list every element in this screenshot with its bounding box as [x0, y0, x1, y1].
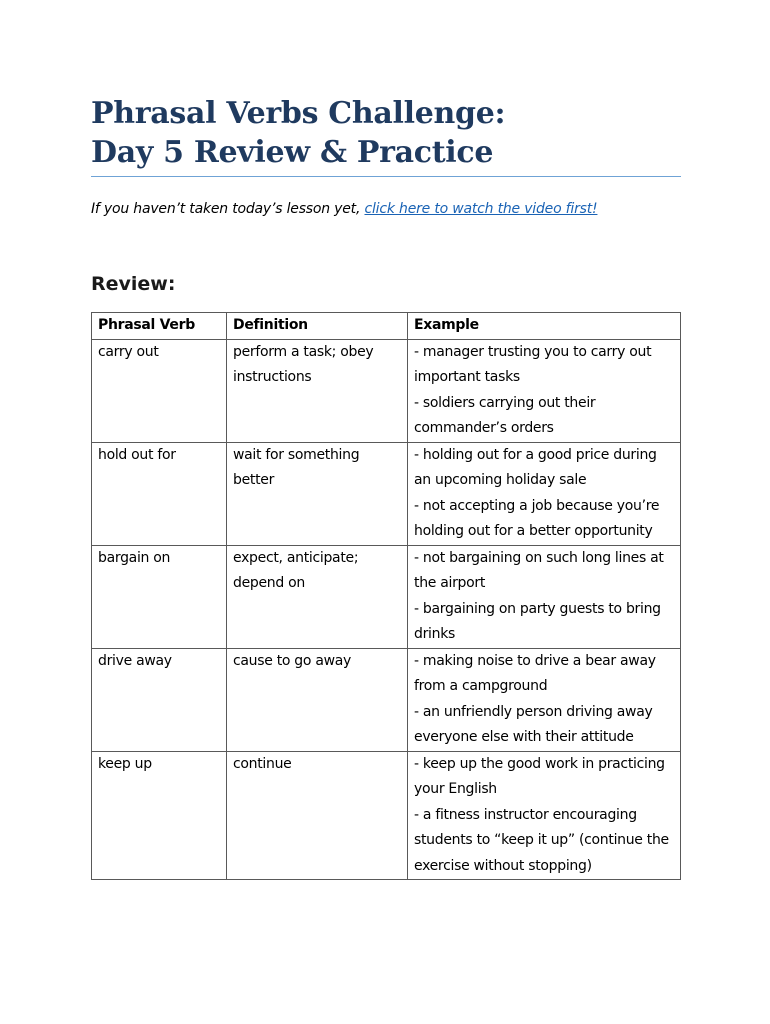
example-line: - not bargaining on such long lines at the airport	[414, 549, 664, 591]
title-line-1: Phrasal Verbs Challenge:	[91, 96, 506, 131]
phrasal-verb-cell: hold out for	[92, 442, 227, 545]
title-line-2: Day 5 Review & Practice	[91, 135, 494, 170]
title-divider	[91, 176, 681, 177]
table-row	[92, 442, 681, 545]
intro-paragraph	[91, 199, 681, 219]
table-row	[92, 339, 681, 442]
example-cell	[408, 648, 681, 751]
page-title	[91, 94, 681, 172]
review-heading: Review:	[91, 273, 176, 295]
example-line: - not accepting a job because you’re holding out for a better opportunity	[414, 497, 660, 539]
example-line: - manager trusting you to carry out important tasks	[414, 343, 652, 385]
definition-cell: wait for something better	[227, 442, 408, 545]
example-line: - bargaining on party guests to bring drinks	[414, 600, 661, 642]
example-line: - a fitness instructor encouraging students to “keep it up” (continue the exercise without stopping)	[414, 806, 669, 874]
header-example: Example	[408, 313, 681, 340]
definition-cell: cause to go away	[227, 648, 408, 751]
table-row	[92, 751, 681, 880]
example-line: - holding out for a good price during an upcoming holiday sale	[414, 446, 657, 488]
example-cell	[408, 339, 681, 442]
phrasal-verb-cell: carry out	[92, 339, 227, 442]
example-line: - keep up the good work in practicing your English	[414, 755, 665, 797]
header-definition: Definition	[227, 313, 408, 340]
watch-video-link[interactable]: click here to watch the video first!	[364, 201, 598, 217]
example-cell	[408, 545, 681, 648]
example-cell	[408, 751, 681, 880]
phrasal-verb-cell: drive away	[92, 648, 227, 751]
phrasal-verb-cell: bargain on	[92, 545, 227, 648]
example-line: - soldiers carrying out their commander’s orders	[414, 394, 596, 436]
definition-cell: continue	[227, 751, 408, 880]
phrasal-verb-cell: keep up	[92, 751, 227, 880]
table-row	[92, 545, 681, 648]
example-line: - making noise to drive a bear away from a campground	[414, 652, 656, 694]
example-cell	[408, 442, 681, 545]
definition-cell: expect, anticipate; depend on	[227, 545, 408, 648]
table-row	[92, 648, 681, 751]
header-phrasal-verb: Phrasal Verb	[92, 313, 227, 340]
table-header-row	[92, 313, 681, 340]
intro-text: If you haven’t taken today’s lesson yet,	[91, 201, 365, 217]
example-line: - an unfriendly person driving away everyone else with their attitude	[414, 703, 653, 745]
definition-cell: perform a task; obey instructions	[227, 339, 408, 442]
review-table	[91, 312, 681, 880]
